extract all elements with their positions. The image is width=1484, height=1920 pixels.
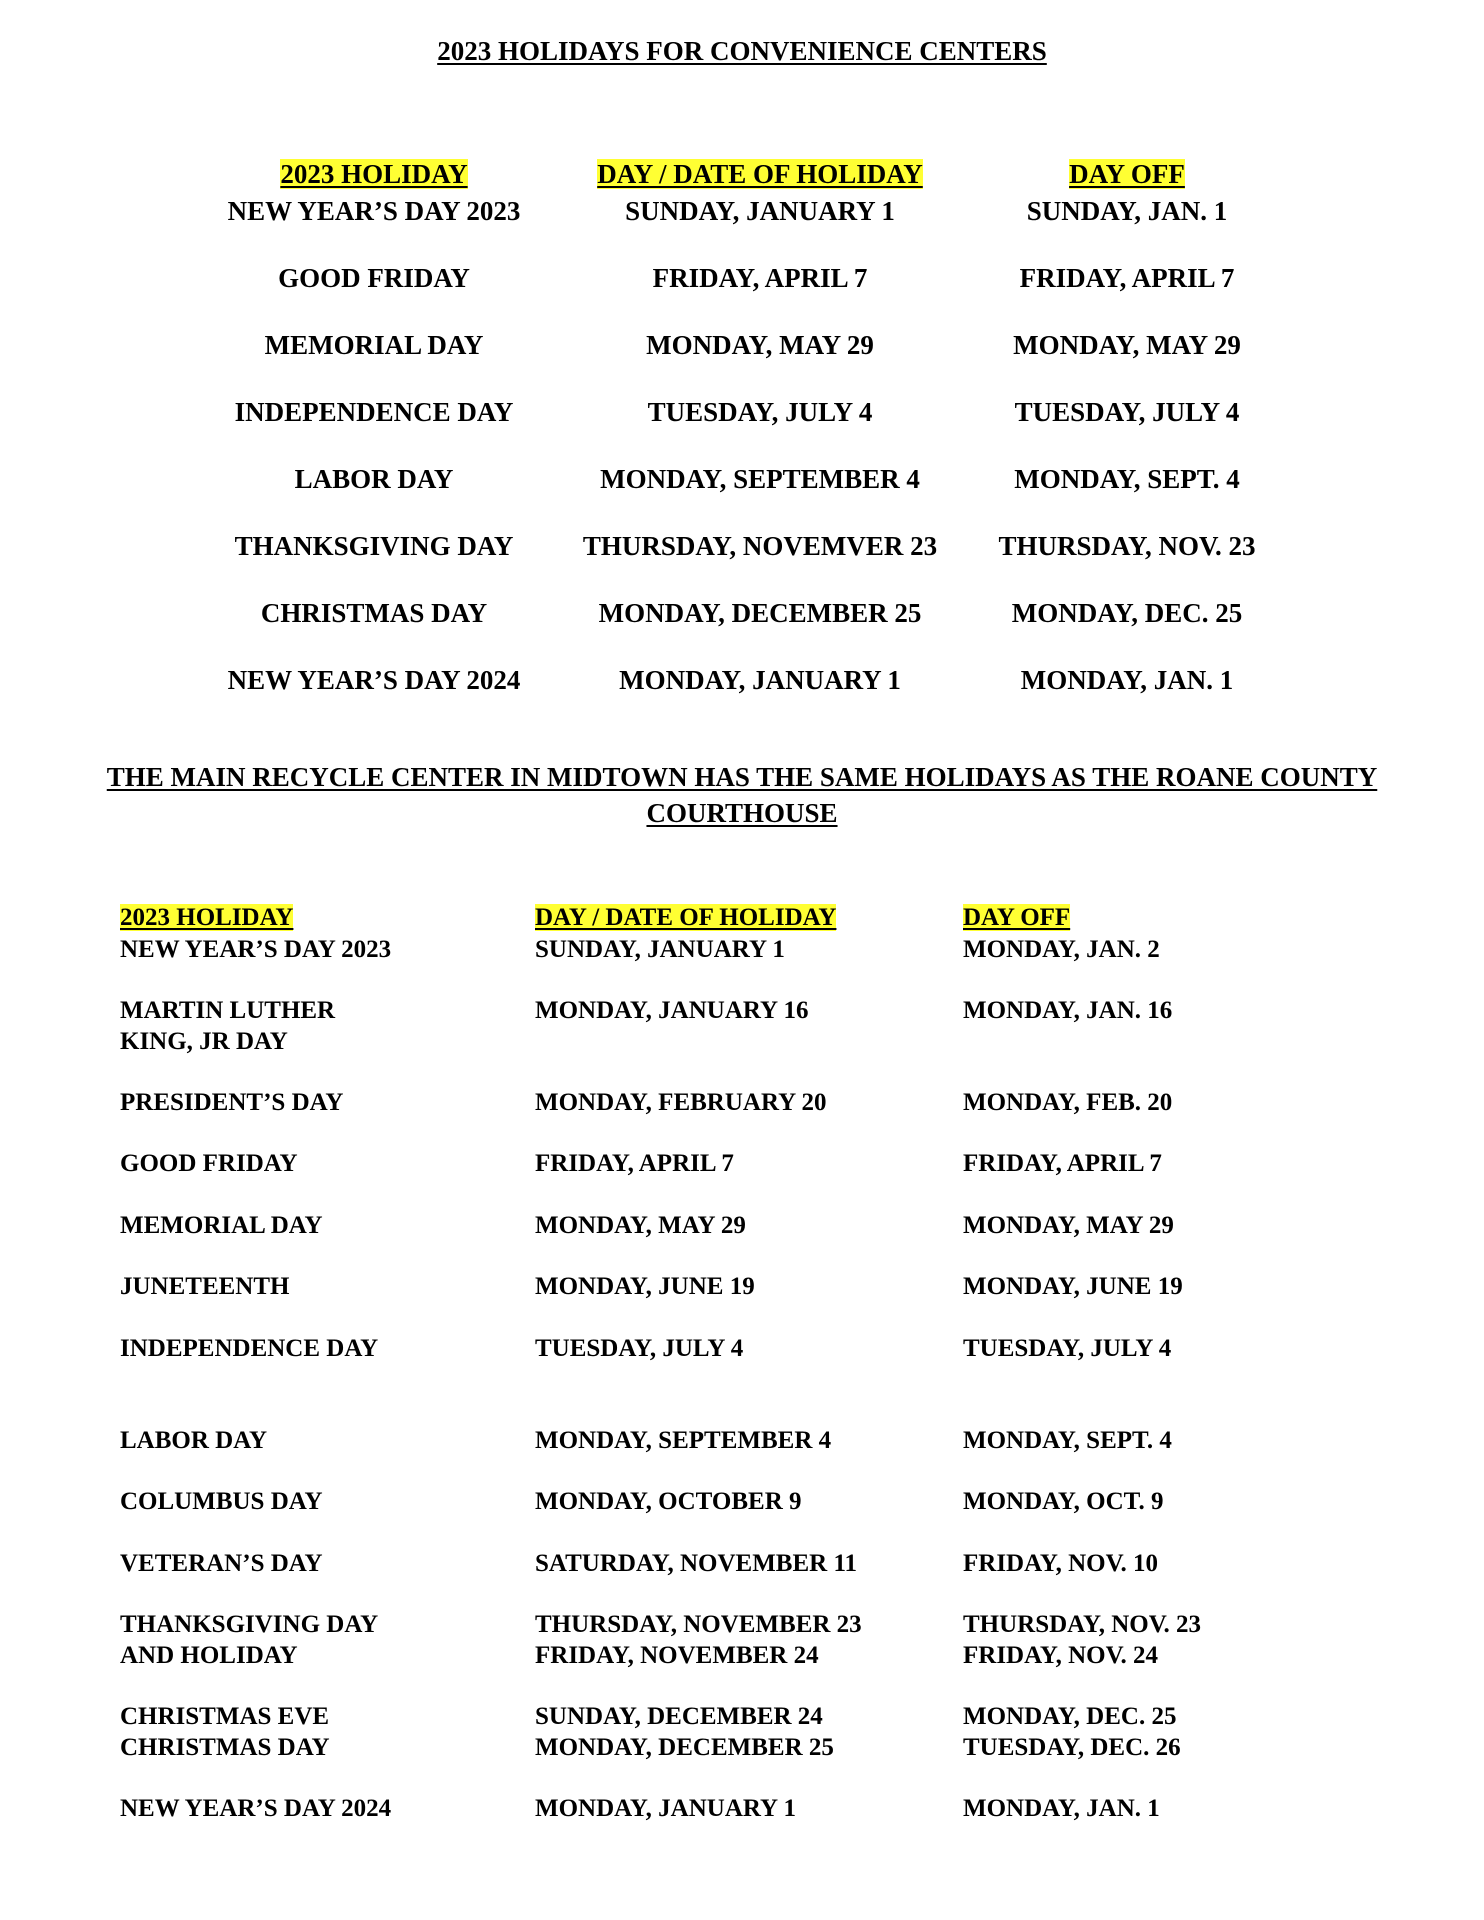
t2-cell-date [535, 1425, 831, 1456]
t2-cell-line: SUNDAY, DECEMBER 24 [535, 1703, 823, 1730]
t2-header-date-label: DAY / DATE OF HOLIDAY [535, 904, 837, 931]
t2-cell-line: MEMORIAL DAY [120, 1212, 323, 1239]
t1-cell-date: MONDAY, JANUARY 1 [619, 665, 901, 695]
t2-cell-line: TUESDAY, JULY 4 [535, 1335, 744, 1362]
t1-cell-day-off: MONDAY, SEPT. 4 [1014, 464, 1240, 494]
t2-cell-holiday [120, 995, 335, 1057]
t2-cell-date [535, 1148, 734, 1179]
t2-cell-line: MONDAY, JANUARY 16 [535, 997, 809, 1024]
t2-cell-line: VETERAN’S DAY [120, 1550, 323, 1577]
t2-cell-line: LABOR DAY [120, 1427, 268, 1454]
t2-cell-day-off [963, 1793, 1160, 1824]
t1-cell-date: FRIDAY, APRIL 7 [652, 263, 868, 293]
t2-cell-date [535, 1793, 796, 1824]
t2-header-holiday-label: 2023 HOLIDAY [120, 904, 294, 931]
t2-header-day-off-label: DAY OFF [963, 904, 1071, 931]
t2-cell-day-off [963, 934, 1160, 965]
t1-cell-day-off: MONDAY, JAN. 1 [1020, 665, 1234, 695]
t2-cell-line: MARTIN LUTHER [120, 997, 336, 1024]
t2-cell-line: CHRISTMAS DAY [120, 1734, 330, 1761]
t2-cell-line: GOOD FRIDAY [120, 1150, 298, 1177]
t2-cell-line: FRIDAY, NOV. 10 [963, 1550, 1158, 1577]
t1-header-date-label: DAY / DATE OF HOLIDAY [597, 159, 923, 189]
t1-cell-day-off: FRIDAY, APRIL 7 [1019, 263, 1235, 293]
t2-cell-date [535, 1210, 746, 1241]
t2-cell-holiday [120, 1087, 343, 1118]
t2-cell-holiday [120, 1793, 391, 1824]
t2-cell-date [535, 995, 808, 1026]
t2-cell-line: MONDAY, JUNE 19 [963, 1273, 1183, 1300]
page-title: 2023 HOLIDAYS FOR CONVENIENCE CENTERS [437, 36, 1047, 66]
t2-cell-date [535, 934, 785, 965]
t1-cell-date: THURSDAY, NOVEMVER 23 [582, 531, 938, 561]
t1-cell-day-off: TUESDAY, JULY 4 [1014, 397, 1240, 427]
t2-cell-date [535, 1271, 755, 1302]
t2-cell-holiday [120, 1425, 267, 1456]
t2-header-holiday [120, 902, 293, 933]
t2-cell-line: MONDAY, JAN. 2 [963, 936, 1160, 963]
t2-cell-line: TUESDAY, JULY 4 [963, 1335, 1172, 1362]
t1-cell-holiday: THANKSGIVING DAY [234, 531, 514, 561]
t2-cell-day-off [963, 1609, 1201, 1671]
t1-cell-day-off: SUNDAY, JAN. 1 [1026, 196, 1228, 226]
t1-header-holiday [194, 158, 554, 190]
t2-cell-holiday [120, 1548, 323, 1579]
t2-cell-line: MONDAY, OCT. 9 [963, 1488, 1164, 1515]
t2-cell-line: AND HOLIDAY [120, 1642, 298, 1669]
t2-cell-line: KING, JR DAY [120, 1028, 288, 1055]
t2-cell-line: SUNDAY, JANUARY 1 [535, 936, 785, 963]
t2-cell-line: COLUMBUS DAY [120, 1488, 323, 1515]
t1-cell-holiday: CHRISTMAS DAY [260, 598, 488, 628]
t2-cell-day-off [963, 1548, 1158, 1579]
t2-cell-line: MONDAY, JUNE 19 [535, 1273, 755, 1300]
t2-cell-line: INDEPENDENCE DAY [120, 1335, 379, 1362]
t1-cell-holiday: NEW YEAR’S DAY 2024 [227, 665, 521, 695]
t2-cell-line: MONDAY, FEBRUARY 20 [535, 1089, 827, 1116]
section-title [0, 759, 1484, 831]
t2-cell-holiday [120, 1271, 289, 1302]
t1-header-day-off-label: DAY OFF [1069, 159, 1185, 189]
t1-cell-day-off: MONDAY, DEC. 25 [1011, 598, 1243, 628]
t2-cell-day-off [963, 1210, 1174, 1241]
t2-cell-line: THURSDAY, NOV. 23 [963, 1611, 1202, 1638]
t2-cell-line: FRIDAY, NOVEMBER 24 [535, 1642, 819, 1669]
t2-cell-line: THURSDAY, NOVEMBER 23 [535, 1611, 862, 1638]
t2-cell-line: MONDAY, DECEMBER 25 [535, 1734, 834, 1761]
t2-cell-day-off [963, 995, 1172, 1026]
t2-cell-line: MONDAY, MAY 29 [963, 1212, 1174, 1239]
section-title-line2: COURTHOUSE [646, 798, 838, 828]
t1-cell-holiday: INDEPENDENCE DAY [234, 397, 514, 427]
t2-header-day-off [963, 902, 1070, 933]
t2-cell-line: MONDAY, OCTOBER 9 [535, 1488, 802, 1515]
t1-cell-date: SUNDAY, JANUARY 1 [625, 196, 895, 226]
t2-cell-holiday [120, 1148, 298, 1179]
t1-header-holiday-label: 2023 HOLIDAY [280, 159, 468, 189]
t2-cell-day-off [963, 1333, 1171, 1364]
t2-cell-holiday [120, 1210, 323, 1241]
t2-cell-line: MONDAY, SEPT. 4 [963, 1427, 1172, 1454]
t2-cell-day-off [963, 1486, 1164, 1517]
t2-cell-date [535, 1333, 743, 1364]
t2-cell-line: PRESIDENT’S DAY [120, 1089, 344, 1116]
t2-cell-line: JUNETEENTH [120, 1273, 290, 1300]
t2-cell-holiday [120, 934, 391, 965]
t1-cell-day-off: MONDAY, MAY 29 [1013, 330, 1241, 360]
t2-cell-line: FRIDAY, NOV. 24 [963, 1642, 1158, 1669]
t2-cell-day-off [963, 1271, 1183, 1302]
t1-cell-day-off: THURSDAY, NOV. 23 [998, 531, 1256, 561]
t2-cell-holiday [120, 1701, 330, 1763]
t1-cell-date: TUESDAY, JULY 4 [647, 397, 873, 427]
t2-cell-day-off [963, 1425, 1172, 1456]
t2-cell-holiday [120, 1609, 378, 1671]
t2-cell-day-off [963, 1701, 1181, 1763]
t2-cell-date [535, 1486, 802, 1517]
t2-cell-line: MONDAY, FEB. 20 [963, 1089, 1173, 1116]
t2-cell-date [535, 1087, 827, 1118]
t2-cell-line: MONDAY, DEC. 25 [963, 1703, 1177, 1730]
t1-cell-holiday: MEMORIAL DAY [264, 330, 484, 360]
t1-cell-holiday: LABOR DAY [294, 464, 454, 494]
section-title-line1: THE MAIN RECYCLE CENTER IN MIDTOWN HAS THE SAME HOLIDAYS AS THE ROANE COUNTY [106, 762, 1378, 792]
t2-cell-line: MONDAY, JAN. 1 [963, 1795, 1160, 1822]
t1-header-date [580, 158, 940, 190]
t2-cell-line: THANKSGIVING DAY [120, 1611, 379, 1638]
t1-cell-holiday: GOOD FRIDAY [278, 263, 470, 293]
t2-cell-line: MONDAY, SEPTEMBER 4 [535, 1427, 832, 1454]
t2-cell-line: MONDAY, JAN. 16 [963, 997, 1173, 1024]
t2-cell-line: SATURDAY, NOVEMBER 11 [535, 1550, 858, 1577]
t2-cell-day-off [963, 1087, 1172, 1118]
t2-cell-holiday [120, 1333, 378, 1364]
t2-cell-line: MONDAY, JANUARY 1 [535, 1795, 796, 1822]
t1-cell-date: MONDAY, MAY 29 [646, 330, 874, 360]
t2-cell-date [535, 1701, 834, 1763]
t2-cell-line: NEW YEAR’S DAY 2024 [120, 1795, 392, 1822]
t2-cell-line: TUESDAY, DEC. 26 [963, 1734, 1181, 1761]
t1-header-day-off [947, 158, 1307, 190]
t2-cell-line: MONDAY, MAY 29 [535, 1212, 746, 1239]
t2-cell-line: NEW YEAR’S DAY 2023 [120, 936, 392, 963]
t1-cell-holiday: NEW YEAR’S DAY 2023 [227, 196, 521, 226]
t2-cell-date [535, 1548, 857, 1579]
t2-cell-line: FRIDAY, APRIL 7 [963, 1150, 1162, 1177]
t2-cell-line: CHRISTMAS EVE [120, 1703, 330, 1730]
t2-header-date [535, 902, 836, 933]
t2-cell-holiday [120, 1486, 323, 1517]
t1-cell-date: MONDAY, SEPTEMBER 4 [600, 464, 920, 494]
t2-cell-date [535, 1609, 862, 1671]
t2-cell-line: FRIDAY, APRIL 7 [535, 1150, 734, 1177]
t1-cell-date: MONDAY, DECEMBER 25 [598, 598, 922, 628]
t2-cell-day-off [963, 1148, 1162, 1179]
